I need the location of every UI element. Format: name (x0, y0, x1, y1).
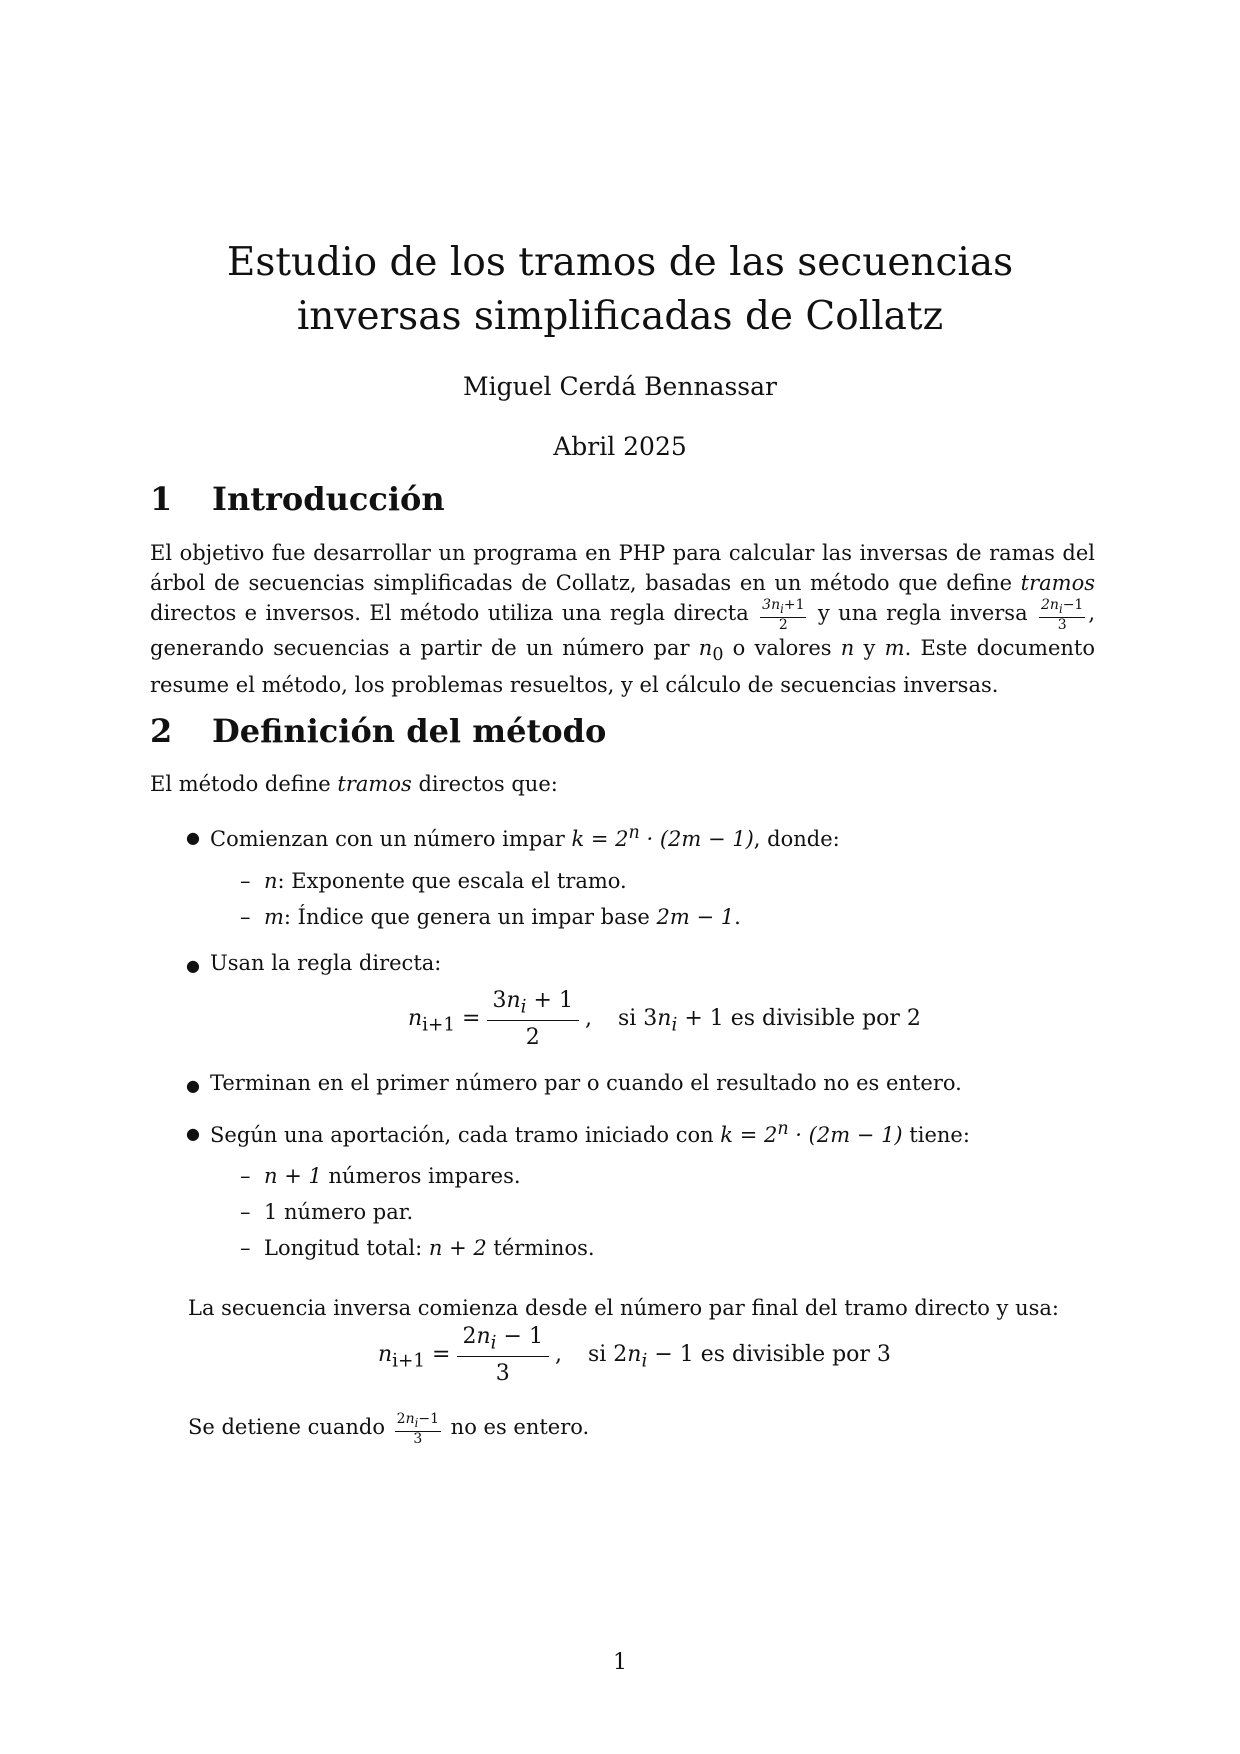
inverse-intro: La secuencia inversa comienza desde el número par final del tramo directo y usa: (188, 1296, 1059, 1320)
dash-icon: – (240, 1236, 251, 1260)
bullet-item-start: Comienzan con un número impar $k = 2^n \cdot (2m - 1)$, donde: (210, 823, 840, 851)
section-number: 1 (150, 480, 173, 518)
inverse-rule-fraction: $\frac{2n_i-1}{3}$ (1041, 597, 1084, 633)
sub-item-odd: n + 1 números impares. (264, 1164, 521, 1188)
page-number: 1 (613, 1650, 627, 1675)
bullet-icon: ● (186, 1124, 200, 1143)
sub-item-even: 1 número par. (264, 1200, 414, 1224)
author: Miguel Cerdá Bennassar (463, 372, 777, 401)
bullet-item-rule: Usan la regla directa: (210, 951, 442, 975)
section-2-heading (150, 712, 606, 750)
method-intro: El método define tramos directos que: (150, 772, 558, 796)
bullet-icon: ● (186, 956, 200, 975)
section-1-heading (150, 480, 445, 518)
dash-icon: – (240, 905, 251, 929)
dash-icon: – (240, 869, 251, 893)
stop-condition: Se detiene cuando $\frac{2n_i-1}{3}$ no es entero. (188, 1411, 590, 1447)
direct-rule-fraction: $\frac{3n_i+1}{2}$ (762, 597, 805, 633)
bullet-item-contribution: Según una aportación, cada tramo iniciado con $k = 2^n \cdot (2m - 1)$ tiene: (210, 1119, 970, 1147)
bullet-icon: ● (186, 1076, 200, 1095)
sub-item-n: n: Exponente que escala el tramo. (264, 869, 627, 893)
section-number: 2 (150, 712, 173, 750)
sub-item-length: Longitud total: n + 2 términos. (264, 1236, 595, 1260)
direct-rule-equation: $n_{i+1}$ = $\frac{3n_i + 1}{2}$ , si $3n_i + 1$ es divisible por 2 (408, 988, 921, 1051)
bullet-item-end: Terminan en el primer número par o cuando el resultado no es entero. (210, 1071, 962, 1095)
dash-icon: – (240, 1200, 251, 1224)
inverse-rule-equation: $n_{i+1}$ = $\frac{2n_i - 1}{3}$ , si $2n_i - 1$ es divisible por 3 (378, 1324, 891, 1387)
section-title: Introducción (212, 480, 445, 518)
section-title: Definición del método (212, 712, 607, 750)
paper-title: Estudio de los tramos de las secuencias inversas simplificadas de Collatz (226, 240, 1014, 339)
dash-icon: – (240, 1164, 251, 1188)
sub-item-m: m: Índice que genera un impar base 2m − 1. (264, 905, 741, 929)
date: Abril 2025 (553, 432, 687, 461)
intro-paragraph: El objetivo fue desarrollar un programa en PHP para calcular las inversas de ramas del árbol de secuencias simplificadas de Collatz, basadas en un método que define tramos directos e inversos. El método utiliza una regla directa $\frac{3n_i+1}{2}$ y una regla inversa $\frac{2n_i-1}{3}$ , generando secuencias a partir de un número par $n_0$ o valores n y m. Este documento resume el método, los problemas resueltos, y el cálculo de secuencias inversas. (150, 541, 1096, 698)
bullet-icon: ● (186, 828, 200, 847)
